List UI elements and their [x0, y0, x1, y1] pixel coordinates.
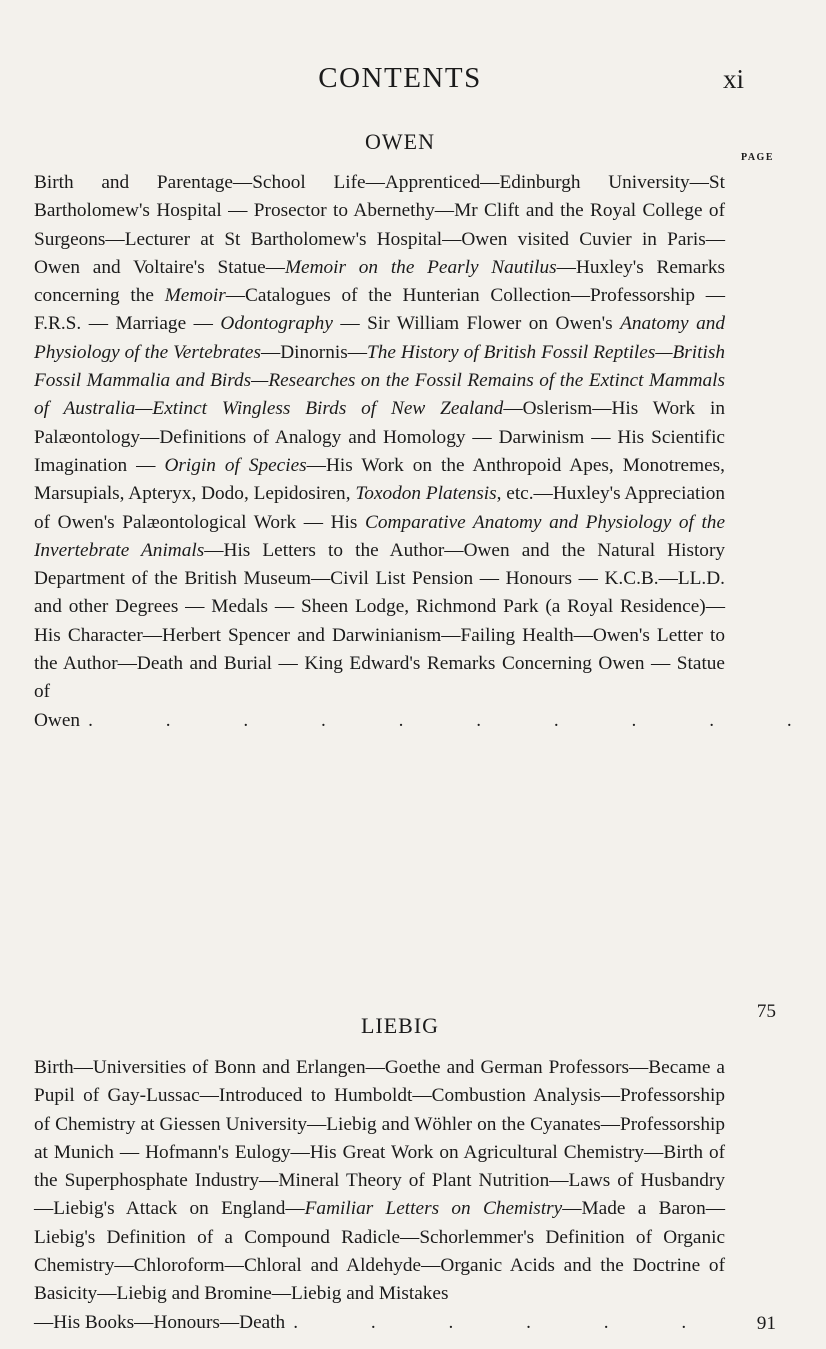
page-column-label: PAGE: [740, 152, 774, 163]
section-heading-owen: OWEN: [365, 129, 435, 154]
section-heading-liebig: LIEBIG: [360, 1013, 440, 1038]
page-reference-owen: 75: [756, 1001, 776, 1022]
italic-title: Memoir: [164, 285, 226, 307]
italic-title: Memoir on the Pearly Nautilus: [284, 256, 557, 278]
text-run: —Catalogues of the Hunterian Collection—Professorship — F.R.S. — Marriage —: [34, 285, 725, 335]
text-run: —Oslerism—His Work in Palæontology—Definitions of Analogy and Homology — Darwinism — His Scientific Imagination —: [34, 398, 725, 476]
dot-leader: . . . . . . . . . .: [88, 709, 826, 731]
text-run: —His Letters to the Author—Owen and the Natural History Department of the British Museum—Civil List Pension — Honours — K.C.B.—LL.D. and other Degrees — Medals — Sheen Lodge, Richmond Park (a Royal Residence)—His Character—Herbert Spencer and Darwinianism—Failing Health—Owen's Letter to the Author—Death and Burial — King Edward's Remarks Concerning Owen — Statue of: [34, 539, 726, 703]
text-run: —Dinornis—: [260, 341, 367, 363]
section-summary-owen: [34, 169, 826, 735]
running-head: CONTENTS: [318, 62, 482, 94]
italic-title: Odontography: [220, 313, 333, 335]
italic-title: Familiar Letters on Chemistry: [304, 1198, 563, 1220]
italic-title: Comparative Anatomy and Physiology of the Invertebrate Animals: [34, 511, 726, 561]
summary-text: [34, 1057, 725, 1304]
text-run: —Made a Baron—Liebig's Definition of a Compound Radicle—Schorlemmer's Definition of Organic Chemistry—Chloroform—Chloral and Aldehyde—Organic Acids and the Doctrine of Basicity—Liebig and Bromine—Liebig and Mistakes: [34, 1198, 725, 1305]
last-line-text: Owen: [34, 709, 81, 731]
italic-title: Origin of Species: [164, 454, 307, 476]
page-reference-liebig: 91: [756, 1313, 776, 1334]
dot-leader: . . . . . .: [293, 1311, 721, 1333]
section-summary-liebig: [34, 1054, 725, 1337]
page-number: xi: [722, 64, 744, 94]
summary-text: [34, 172, 725, 702]
summary-last-line: [34, 1309, 725, 1337]
summary-last-line: [34, 707, 826, 735]
text-run: Birth and Parentage—School Life—Apprenticed—Edinburgh University—St Bartholomew's Hospital — Prosector to Abernethy—Mr Clift and the Royal College of Surgeons—Lecturer at St Bartholomew's Hospital—Owen visited Cuvier in Paris—Owen and Voltaire's Statue—: [34, 172, 725, 278]
italic-title: Toxodon Platensis: [355, 483, 497, 505]
last-line-text: —His Books—Honours—Death: [34, 1311, 286, 1333]
text-run: Birth—Universities of Bonn and Erlangen—Goethe and German Professors—Became a Pupil of Gay-Lussac—Introduced to Humboldt—Combustion Analysis—Professorship of Chemistry at Giessen University—Liebig and Wöhler on the Cyanates—Professorship at Munich — Hofmann's Eulogy—His Great Work on Agricultural Chemistry—Birth of the Superphosphate Industry—Mineral Theory of Plant Nutrition—Laws of Husbandry—Liebig's Attack on England—: [34, 1057, 725, 1220]
text-run: , etc.—Huxley's Appreciation of Owen's Palæontological Work — His: [34, 483, 725, 533]
italic-title: The History of British Fossil Reptiles—British Fossil Mammalia and Birds—Researches on the Fossil Remains of the Extinct Mammals of Australia—Extinct Wingless Birds of New Zealand: [34, 341, 725, 420]
text-run: —Huxley's Remarks concerning the: [34, 256, 725, 307]
text-run: —His Work on the Anthropoid Apes, Monotremes, Marsupials, Apteryx, Dodo, Lepidosiren,: [34, 454, 725, 505]
italic-title: Anatomy and Physiology of the Vertebrates: [34, 313, 726, 363]
text-run: — Sir William Flower on Owen's: [332, 313, 621, 335]
